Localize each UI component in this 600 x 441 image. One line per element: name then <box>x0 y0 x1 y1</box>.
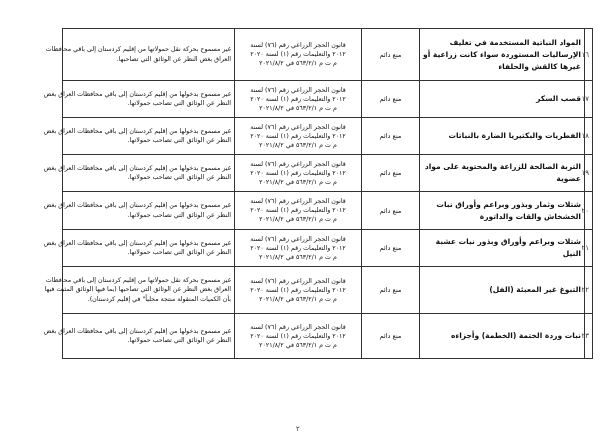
movement-note <box>43 230 235 267</box>
movement-note-line: النظر عن الوثائق التي تصاحب حمولاتها. <box>127 100 231 107</box>
legal-reference <box>235 267 362 314</box>
item-name: المواد النباتية المستخدمة في تغليف الإرساليات المستوردة سواء كانت زراعية أو غيرها كالقش والحلفاء <box>420 29 585 81</box>
movement-note <box>43 81 235 118</box>
legal-reference-line: قانون الحجر الزراعي رقم (٧٦) لسنة <box>250 235 346 243</box>
legal-reference-line: قانون الحجر الزراعي رقم (٧٦) لسنة <box>250 198 346 205</box>
item-name: شتلات وثمار وبذور وبراعم وأوراق نبات الخشخاش والقات والداتورة <box>420 192 585 230</box>
legal-reference <box>235 29 362 81</box>
row-number: ٢٠ <box>585 192 593 230</box>
ban-status: منع دائم <box>362 314 420 359</box>
table-row <box>63 230 593 267</box>
page-number: ٢ <box>296 425 300 433</box>
table-row <box>63 314 593 359</box>
legal-reference-line: م ت م ٥٦٣/٢/١ في ٢٠٢١/٨/٢ <box>259 253 337 261</box>
movement-note-line: النظر عن الوثائق التي تصاحب حمولاتها. <box>127 211 231 219</box>
ban-status: منع دائم <box>362 118 420 155</box>
movement-note-line: غير مسموح بدخولها من إقليم كردستان إلى باقي محافظات العراق بغض <box>43 90 231 98</box>
legal-reference <box>235 192 362 230</box>
ban-status: منع دائم <box>362 192 420 230</box>
legal-reference-line: ٢٠١٢ والتعليمات رقم (١) لسنة ٢٠٢٠ <box>250 95 346 103</box>
ban-status: منع دائم <box>362 267 420 314</box>
legal-reference-line: م ت م ٥٦٣/٢/١ في ٢٠٢١/٨/٢ <box>259 104 337 112</box>
row-number: ١٨ <box>585 118 593 155</box>
legal-reference-line: م ت م ٥٦٣/٢/١ في ٢٠٢١/٨/٢ <box>259 178 337 186</box>
legal-reference-line: قانون الحجر الزراعي رقم (٧٦) لسنة <box>250 160 346 168</box>
movement-note-line: العراق بغض النظر عن الوثائق التي تصاحبها (بما فيها الوثائق المثبت فيها <box>44 286 231 294</box>
table-row <box>63 29 593 81</box>
movement-note-line: غير مسموح بدخولها من إقليم كردستان إلى باقي محافظات العراق بغض <box>43 127 231 135</box>
movement-note-line: النظر عن الوثائق التي تصاحب حمولاتها. <box>127 174 231 181</box>
table-row <box>63 81 593 118</box>
movement-note-line: بأن الكميات المنقولة منتجة محلياً" في إقليم كردستان). <box>87 295 231 303</box>
row-number: ١٧ <box>585 81 593 118</box>
legal-reference-line: ٢٠١٢ والتعليمات رقم (١) لسنة ٢٠٢٠ <box>250 207 346 214</box>
movement-note-line: النظر عن الوثائق التي تصاحب حمولاتها. <box>127 337 231 344</box>
movement-note <box>43 314 235 359</box>
legal-reference-line: ٢٠١٢ والتعليمات رقم (١) لسنة ٢٠٢٠ <box>250 169 346 177</box>
table-row <box>63 118 593 155</box>
ban-status: منع دائم <box>362 155 420 192</box>
legal-reference-line: قانون الحجر الزراعي رقم (٧٦) لسنة <box>250 123 346 131</box>
item-name: قصب السكر <box>420 81 585 118</box>
movement-note-line: العراق بغض النظر عن الوثائق التي تصاحبها. <box>116 55 231 63</box>
legal-reference-line: قانون الحجر الزراعي رقم (٧٦) لسنة <box>250 86 346 94</box>
movement-note-line: غير مسموح بحركة نقل حمولاتها من إقليم كردستان إلى باقي محافظات <box>45 276 231 284</box>
ban-status: منع دائم <box>362 29 420 81</box>
movement-note-line: النظر عن الوثائق التي تصاحب حمولاتها. <box>127 249 231 256</box>
movement-note <box>43 155 235 192</box>
table-row <box>63 267 593 314</box>
table-body <box>43 29 593 359</box>
legal-reference-line: ٢٠١٢ والتعليمات رقم (١) لسنة ٢٠٢٠ <box>250 332 346 340</box>
movement-note <box>45 29 235 81</box>
legal-reference-line: م ت م ٥٦٣/٢/١ في ٢٠٢١/٨/٢ <box>259 295 337 303</box>
movement-note <box>43 192 235 230</box>
legal-reference-line: ٢٠١٢ والتعليمات رقم (١) لسنة ٢٠٢٠ <box>250 132 346 140</box>
movement-note-line: غير مسموح بدخولها من إقليم كردستان إلى باقي محافظات العراق بغض <box>43 202 231 209</box>
item-name: شتلات وبراعم وأوراق وبذور نبات عشبة النيل <box>420 230 585 267</box>
row-number: ٢١ <box>585 230 593 267</box>
row-number: ٢٣ <box>585 314 593 359</box>
row-number: ١٩ <box>585 155 593 192</box>
table-row <box>63 155 593 192</box>
movement-note-line: النظر عن الوثائق التي تصاحب حمولاتها. <box>127 137 231 144</box>
table-row <box>63 192 593 230</box>
legal-reference <box>235 314 362 359</box>
movement-note-line: غير مسموح بحركة نقل حمولاتها من إقليم كردستان إلى باقي محافظات <box>45 46 231 53</box>
movement-note-line: غير مسموح بدخولها من إقليم كردستان إلى باقي محافظات العراق بغض <box>43 327 231 335</box>
regulations-table <box>43 28 593 359</box>
legal-reference-line: م ت م ٥٦٣/٢/١ في ٢٠٢١/٨/٢ <box>259 141 337 149</box>
legal-reference-line: م ت م ٥٦٣/٢/١ في ٢٠٢١/٨/٢ <box>259 60 337 67</box>
legal-reference-line: ٢٠١٢ والتعليمات رقم (١) لسنة ٢٠٢٠ <box>250 51 346 58</box>
legal-reference-line: م ت م ٥٦٣/٢/١ في ٢٠٢١/٨/٢ <box>259 341 337 349</box>
item-name: التربة الصالحة للزراعة والمحتوية على مواد عضوية <box>420 155 585 192</box>
movement-note <box>44 267 235 314</box>
legal-reference-line: قانون الحجر الزراعي رقم (٧٦) لسنة <box>250 277 346 285</box>
ban-status: منع دائم <box>362 81 420 118</box>
item-name: نبات وردة الختمة (الخطمة) وأجزاءه <box>420 314 585 359</box>
movement-note <box>43 118 235 155</box>
legal-reference <box>235 81 362 118</box>
legal-reference-line: ٢٠١٢ والتعليمات رقم (١) لسنة ٢٠٢٠ <box>250 286 346 294</box>
movement-note-line: غير مسموح بدخولها من إقليم كردستان إلى باقي محافظات العراق بغض <box>43 239 231 247</box>
item-name: التبوغ غير المعبئة (الفل) <box>420 267 585 314</box>
legal-reference-line: قانون الحجر الزراعي رقم (٧٦) لسنة <box>250 42 346 49</box>
legal-reference-line: قانون الحجر الزراعي رقم (٧٦) لسنة <box>250 323 346 331</box>
movement-note-line: غير مسموح بدخولها من إقليم كردستان إلى باقي محافظات العراق بغض <box>43 164 231 172</box>
ban-status: منع دائم <box>362 230 420 267</box>
legal-reference-line: م ت م ٥٦٣/٢/١ في ٢٠٢١/٨/٢ <box>259 216 337 223</box>
row-number: ٢٢ <box>585 267 593 314</box>
legal-reference <box>235 118 362 155</box>
legal-reference <box>235 230 362 267</box>
legal-reference-line: ٢٠١٢ والتعليمات رقم (١) لسنة ٢٠٢٠ <box>250 244 346 252</box>
row-number: ١٦ <box>585 29 593 81</box>
legal-reference <box>235 155 362 192</box>
item-name: الفطريات والبكتيريا الضارة بالنباتات <box>420 118 585 155</box>
